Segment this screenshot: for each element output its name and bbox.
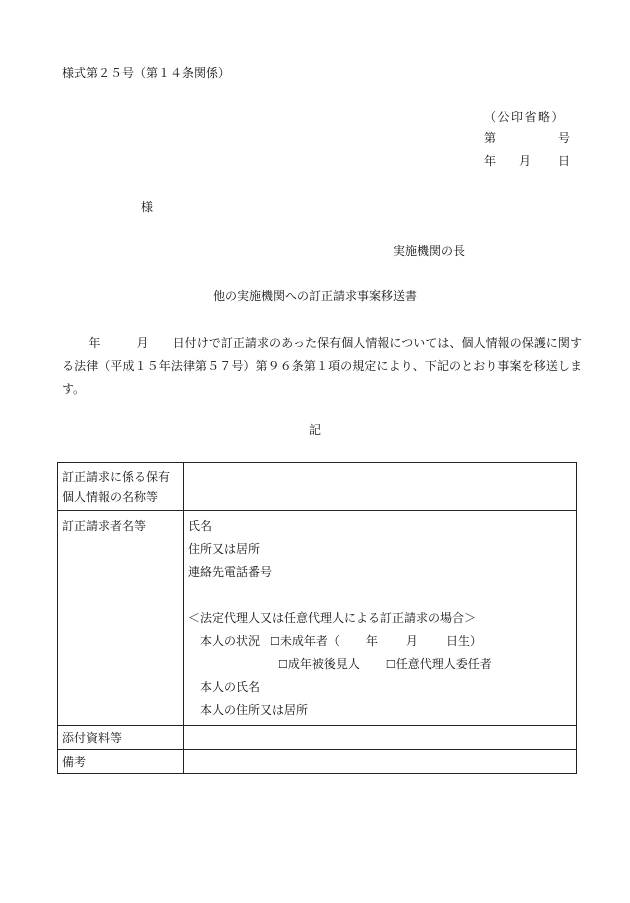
phone-field-label: 連絡先電話番号: [188, 565, 273, 579]
record-name-label-line2: 個人情報の名称等: [62, 490, 159, 504]
blank-line: [188, 584, 572, 607]
date-year-label: 年: [484, 154, 497, 168]
requester-details: [184, 511, 577, 726]
status-label: 本人の状況: [200, 634, 261, 648]
minor-year-label: 年: [365, 634, 378, 648]
requester-label-text: 訂正請求者名等: [62, 519, 147, 533]
principal-status-row-2: [188, 653, 572, 676]
principal-name-label: 本人の氏名: [200, 680, 261, 694]
form-number: 様式第２５号（第１４条関係）: [62, 66, 231, 80]
attachments-label: [58, 726, 184, 750]
minor-checkbox[interactable]: ☐: [270, 635, 280, 648]
adult-ward-checkbox[interactable]: ☐: [278, 658, 288, 671]
adult-ward-label: 成年被後見人: [287, 657, 360, 671]
body-year-label: 年: [88, 336, 101, 350]
attachments-value[interactable]: [184, 726, 577, 750]
date-day-label: 日: [558, 154, 571, 168]
table-row-record-name: [58, 463, 577, 511]
document-number-suffix: 号: [558, 131, 571, 145]
body-paragraph: [62, 332, 582, 401]
addressee-honorific: 様: [141, 200, 154, 214]
record-name-value[interactable]: [184, 463, 577, 511]
requester-label: [58, 511, 184, 726]
seal-omitted-note: （公印省略）: [484, 110, 566, 124]
record-name-label-line1: 訂正請求に係る保有: [62, 470, 171, 484]
agent-delegator-label: 任意代理人委任者: [395, 657, 492, 671]
attachments-label-text: 添付資料等: [62, 731, 123, 745]
name-field-label: 氏名: [188, 519, 213, 533]
minor-birth-label: 日生）: [445, 634, 482, 648]
document-title: 他の実施機関への訂正請求事案移送書: [212, 289, 417, 303]
remarks-label-text: 備考: [62, 755, 87, 769]
body-text: 日付けで訂正請求のあった保有個人情報については、個人情報の保護に関する法律（平成１５年法律第５７号）第９６条第１項の規定により、下記のとおり事案を移送します。: [62, 336, 582, 396]
agent-delegator-checkbox[interactable]: ☐: [385, 658, 396, 671]
body-month-label: 月: [136, 336, 149, 350]
table-row-remarks: [58, 750, 577, 774]
record-name-label: [58, 463, 184, 511]
remarks-label: [58, 750, 184, 774]
table-row-attachments: [58, 726, 577, 750]
sender: 実施機関の長: [393, 244, 466, 258]
table-row-requester: [58, 511, 577, 726]
principal-status-row: [188, 630, 572, 653]
remarks-value[interactable]: [184, 750, 577, 774]
document-number-prefix: 第: [484, 131, 497, 145]
address-field-label: 住所又は居所: [188, 542, 261, 556]
minor-label: 未成年者（: [279, 634, 340, 648]
minor-month-label: 月: [405, 634, 418, 648]
date-month-label: 月: [519, 154, 532, 168]
principal-address-label: 本人の住所又は居所: [200, 703, 309, 717]
detail-table: [57, 462, 577, 774]
ki-heading: 記: [308, 423, 321, 437]
agent-heading: ＜法定代理人又は任意代理人による訂正請求の場合＞: [188, 611, 477, 625]
